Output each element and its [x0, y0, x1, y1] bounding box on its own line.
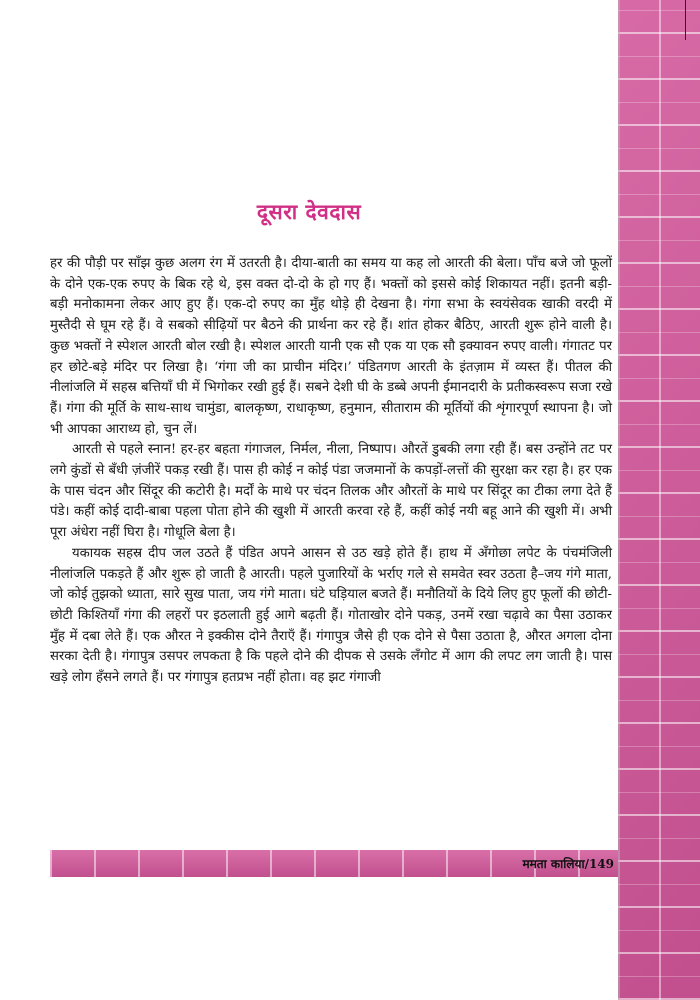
body-text [50, 254, 612, 689]
paragraph-2: आरती से पहले स्नान! हर-हर बहता गंगाजल, निर्मल, नीला, निष्पाप। औरतें डुबकी लगा रही हैं। बस उन्होंने तट पर लगे कुंडों से बँधी ज़ंजीरें पकड़ रखी हैं। पास ही कोई न कोई पंडा जजमानों के कपड़ों-लत्तों की सुरक्षा कर रहा है। हर एक के पास चंदन और सिंदूर की कटोरी है। मर्दों के माथे पर चंदन तिलक और औरतों के माथे पर सिंदूर का टीका लगा देते हैं पंडे। कहीं कोई दादी-बाबा पहला पोता होने की खुशी में आरती करवा रहे हैं, कहीं कोई नयी बहू आने की खुशी में। अभी पूरा अंधेरा नहीं घिरा है। गोधूलि बेला है। [50, 442, 612, 541]
crop-mark [685, 0, 700, 40]
chapter-title: दूसरा देवदास [256, 199, 362, 224]
decorative-brick-column [618, 0, 700, 1000]
paragraph-3: यकायक सहस्र दीप जल उठते हैं पंडित अपने आसन से उठ खड़े होते हैं। हाथ में अँगोछा लपेट के पंचमंजिली नीलांजलि पकड़ते हैं और शुरू हो जाती है आरती। पहले पुजारियों के भर्राए गले से समवेत स्वर उठता है–जय गंगे माता, जो कोई तुझको ध्याता, सारे सुख पाता, जय गंगे माता। घंटे घड़ियाल बजते हैं। मनौतियों के दिये लिए हुए फूलों की छोटी-छोटी किश्तियाँ गंगा की लहरों पर इठलाती हुई आगे बढ़ती हैं। गोताखोर दोने पकड़, उनमें रखा चढ़ावे का पैसा उठाकर मुँह में दबा लेते हैं। एक औरत ने इक्कीस दोने तैराएँ हैं। गंगापुत्र जैसे ही एक दोने से पैसा उठाता है, औरत अगला दोना सरका देती है। गंगापुत्र उसपर लपकता है कि पहले दोने की दीपक से उसके लँगोट में आग की लपट लग जाती है। पास खड़े लोग हँसने लगते हैं। पर गंगापुत्र हतप्रभ नहीं होता। वह झट गंगाजी [50, 545, 612, 686]
paragraph-1: हर की पौड़ी पर साँझ कुछ अलग रंग में उतरती है। दीया-बाती का समय या कह लो आरती की बेला। पाँच बजे जो फूलों के दोने एक-एक रुपए के बिक रहे थे, इस वक्त दो-दो के हो गए हैं। भक्तों को इससे कोई शिकायत नहीं। इतनी बड़ी-बड़ी मनोकामना लेकर आए हुए हैं। एक-दो रुपए का मुँह थोड़े ही देखना है। गंगा सभा के स्वयंसेवक खाकी वरदी में मुस्तैदी से घूम रहे हैं। वे सबको सीढ़ियों पर बैठने की प्रार्थना कर रहे हैं। शांत होकर बैठिए, आरती शुरू होने वाली है। कुछ भक्तों ने स्पेशल आरती बोल रखी है। स्पेशल आरती यानी एक सौ एक या एक सौ इक्यावन रुपए वाली। गंगातट पर हर छोटे-बड़े मंदिर पर लिखा है। ‘गंगा जी का प्राचीन मंदिर।’ पंडितगण आरती के इंतज़ाम में व्यस्त हैं। पीतल की नीलांजलि में सहस्र बत्तियाँ घी में भिगोकर रखी हुई हैं। सबने देशी घी के डब्बे अपनी ईमानदारी के प्रतीकस्वरूप सजा रखे हैं। गंगा की मूर्ति के साथ-साथ चामुंडा, बालकृष्ण, राधाकृष्ण, हनुमान, सीताराम की मूर्तियों की शृंगारपूर्ण स्थापना है। जो भी आपका आराध्य हो, चुन लें। [50, 256, 612, 437]
page-footer-author-page: ममता कालिया/149 [522, 857, 614, 871]
